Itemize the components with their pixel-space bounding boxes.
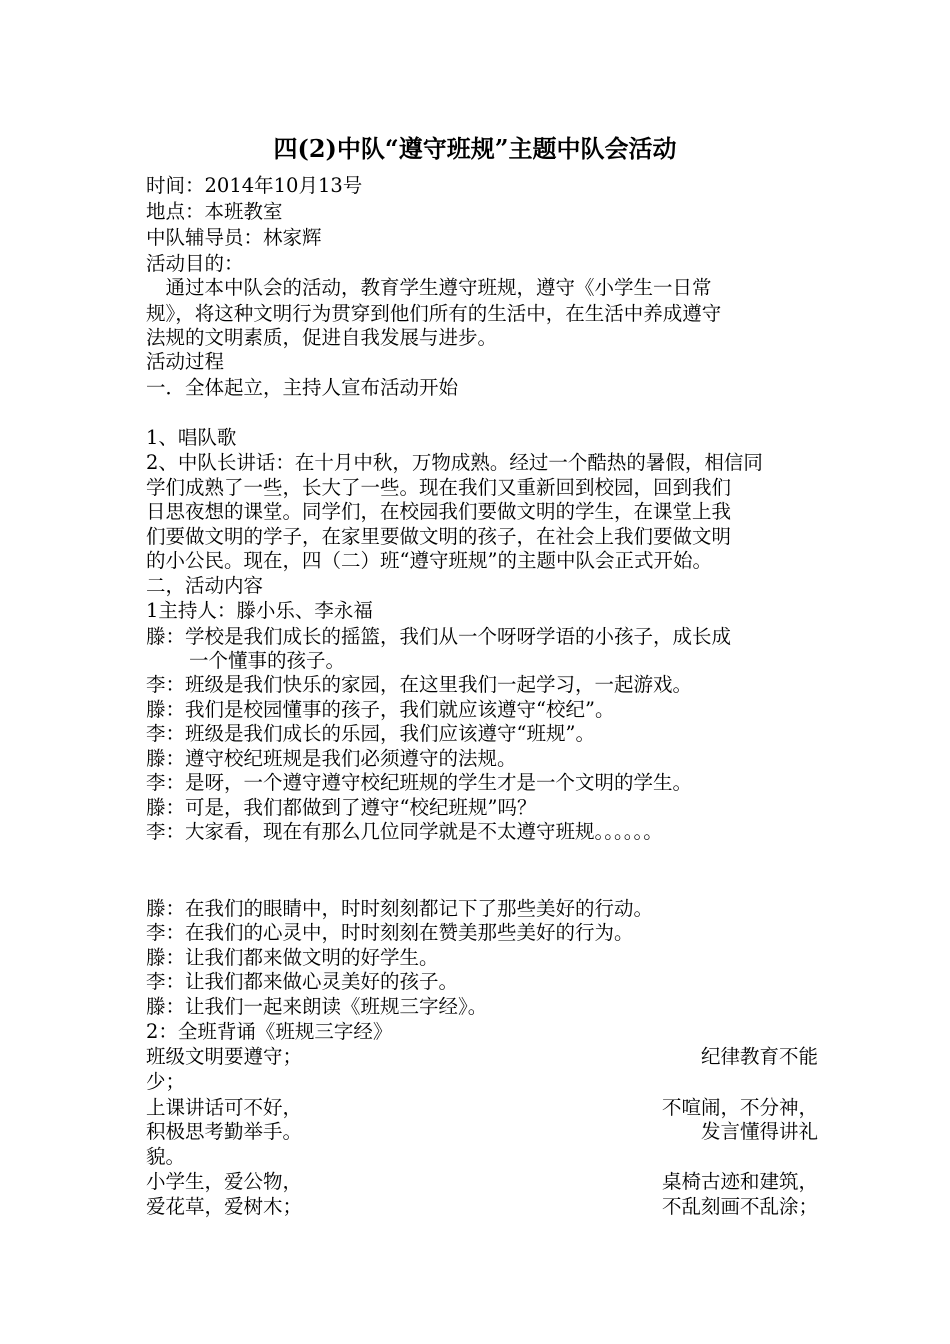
poem-line-left: 上课讲话可不好， [146, 1096, 303, 1119]
speech-line: 们要做文明的学子，在家里要做文明的孩子，在社会上我们要做文明 [146, 525, 732, 548]
poem-line-left: 班级文明要遵守； [146, 1045, 303, 1068]
purpose-line: 法规的文明素质，促进自我发展与进步。 [146, 326, 498, 349]
dialogue-line: 滕：让我们都来做文明的好学生。 [146, 946, 439, 969]
step-two: 二，活动内容 [146, 574, 264, 597]
poem-line-left: 爱花草，爱树木； [146, 1195, 303, 1218]
page-title: 四(2)中队“遵守班规”主题中队会活动 [273, 134, 677, 163]
recite-label: 2：全班背诵《班规三字经》 [146, 1020, 393, 1043]
dialogue-line: 滕：可是，我们都做到了遵守“校纪班规”吗？ [146, 796, 537, 819]
poem-wrap: 貌。 [146, 1145, 186, 1168]
speech-line: 学们成熟了一些，长大了一些。现在我们又重新回到校园，回到我们 [146, 476, 732, 499]
poem-wrap: 少； [146, 1070, 186, 1093]
speech-line: 2、中队长讲话：在十月中秋，万物成熟。经过一个酷热的暑假，相信同 [146, 451, 763, 474]
purpose-line: 通过本中队会的活动，教育学生遵守班规，遵守《小学生一日常 [146, 276, 712, 299]
hosts-line: 1主持人：滕小乐、李永福 [146, 599, 373, 622]
dialogue-line: 滕：学校是我们成长的摇篮，我们从一个呀呀学语的小孩子，成长成 [146, 625, 732, 648]
purpose-line: 规》，将这种文明行为贯穿到他们所有的生活中，在生活中养成遵守 [146, 302, 722, 325]
poem-line-left: 小学生，爱公物， [146, 1170, 303, 1193]
dialogue-line: 滕：在我们的眼睛中，时时刻刻都记下了那些美好的行动。 [146, 897, 654, 920]
dialogue-line: 李：班级是我们成长的乐园，我们应该遵守“班规”。 [146, 722, 595, 745]
dialogue-line: 一个懂事的孩子。 [189, 649, 346, 672]
item-sing-song: 1、唱队歌 [146, 426, 237, 449]
dialogue-line: 李：班级是我们快乐的家园，在这里我们一起学习，一起游戏。 [146, 673, 693, 696]
place-line: 地点：本班教室 [146, 200, 283, 223]
dialogue-line: 李：大家看，现在有那么几位同学就是不太遵守班规。。。。。。 [146, 820, 663, 843]
step-one: 一．全体起立，主持人宣布活动开始 [146, 376, 459, 399]
speech-line: 的小公民。现在，四（二）班“遵守班规”的主题中队会正式开始。 [146, 549, 712, 572]
dialogue-line: 滕：遵守校纪班规是我们必须遵守的法规。 [146, 747, 517, 770]
dialogue-line: 滕：我们是校园懂事的孩子，我们就应该遵守“校纪”。 [146, 698, 615, 721]
poem-line-right: 不乱刻画不乱涂； [661, 1195, 818, 1218]
dialogue-line: 李：是呀，一个遵守遵守校纪班规的学生才是一个文明的学生。 [146, 771, 693, 794]
poem-line-right: 桌椅古迹和建筑， [661, 1170, 818, 1193]
process-label: 活动过程 [146, 350, 225, 373]
poem-line-right: 发言懂得讲礼 [700, 1120, 818, 1143]
speech-line: 日思夜想的课堂。同学们，在校园我们要做文明的学生，在课堂上我 [146, 500, 732, 523]
poem-line-right: 纪律教育不能 [700, 1045, 818, 1068]
poem-line-right: 不喧闹，不分神， [661, 1096, 818, 1119]
dialogue-line: 滕：让我们一起来朗读《班规三字经》。 [146, 995, 488, 1018]
dialogue-line: 李：让我们都来做心灵美好的孩子。 [146, 970, 459, 993]
dialogue-line: 李：在我们的心灵中，时时刻刻在赞美那些美好的行为。 [146, 921, 634, 944]
purpose-label: 活动目的： [146, 252, 244, 275]
counselor-line: 中队辅导员：林家辉 [146, 226, 322, 249]
time-line: 时间：2014年10月13号 [146, 174, 363, 197]
poem-line-left: 积极思考勤举手。 [146, 1120, 303, 1143]
